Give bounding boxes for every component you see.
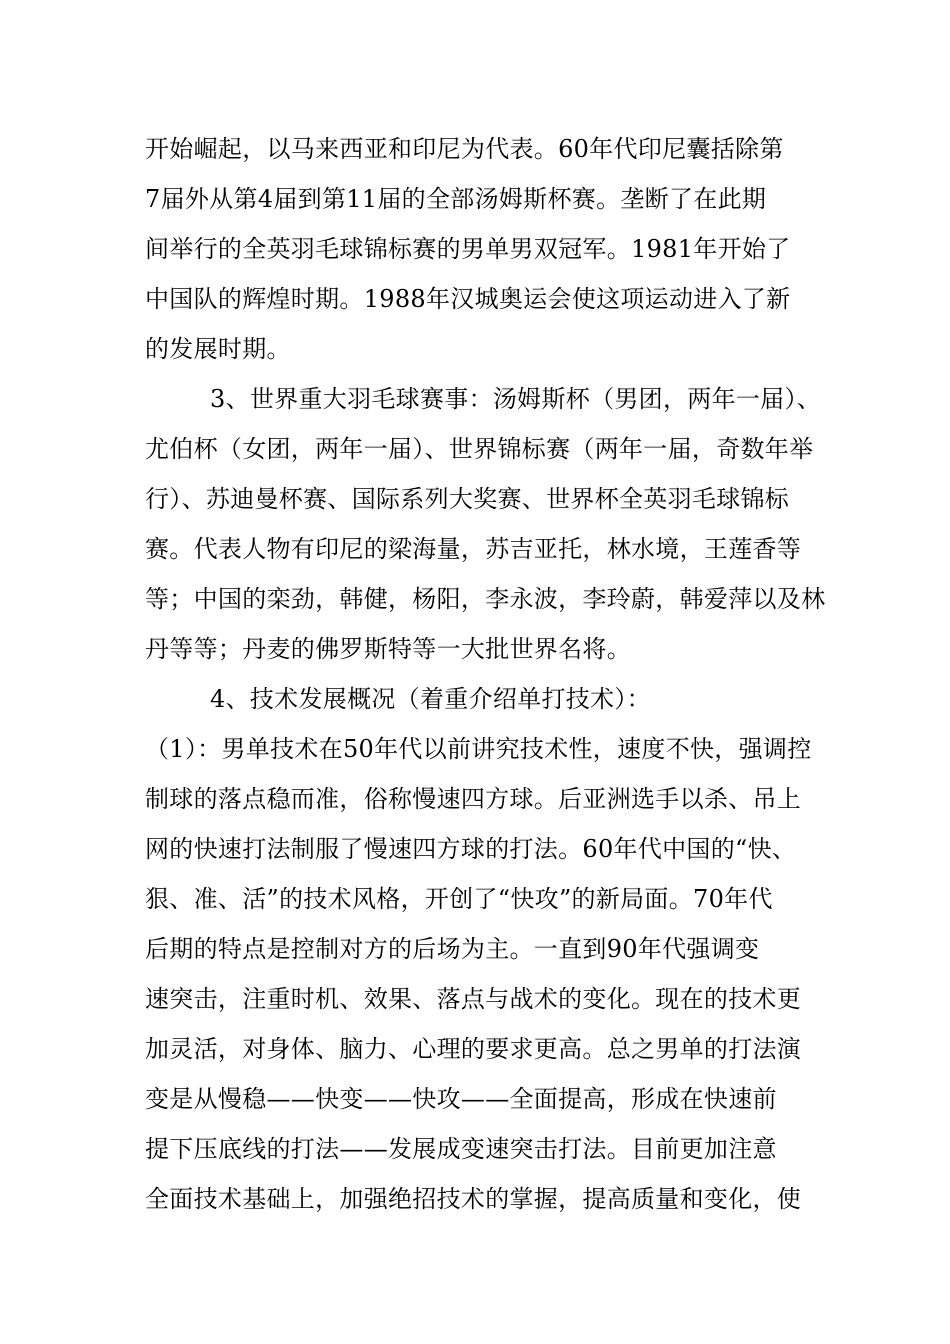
text-line-21: 提下压底线的打法——发展成变速突击打法。目前更加注意 [145, 1135, 777, 1163]
text-line-14: 制球的落点稳而准，俗称慢速四方球。后亚洲选手以杀、吊上 [145, 785, 802, 813]
text-line-10: 等；中国的栾劲，韩健，杨阳，李永波，李玲蔚，韩爱萍以及林 [145, 585, 826, 613]
text-line-5: 的发展时期。 [145, 335, 291, 363]
text-line-18: 速突击，注重时机、效果、落点与战术的变化。现在的技术更 [145, 985, 802, 1013]
text-line-17: 后期的特点是控制对方的后场为主。一直到90年代强调变 [145, 935, 760, 963]
text-line-13: （1）：男单技术在50年代以前讲究技术性，速度不快，强调控 [145, 735, 812, 763]
text-line-20: 变是从慢稳——快变——快攻——全面提高，形成在快速前 [145, 1085, 777, 1113]
text-line-16: 狠、准、活”的技术风格，开创了“快攻”的新局面。70年代 [145, 885, 773, 913]
section-heading-4: 4、技术发展概况（着重介绍单打技术）： [210, 685, 651, 713]
text-line-11: 丹等等；丹麦的佛罗斯特等一大批世界名将。 [145, 635, 631, 663]
text-line-3: 间举行的全英羽毛球锦标赛的男单男双冠军。1981年开始了 [145, 235, 791, 263]
text-line-15: 网的快速打法制服了慢速四方球的打法。60年代中国的“快、 [145, 835, 797, 863]
text-line-2: 7届外从第4届到第11届的全部汤姆斯杯赛。垄断了在此期 [145, 185, 767, 213]
text-line-8: 行）、苏迪曼杯赛、国际系列大奖赛、世界杯全英羽毛球锦标 [145, 485, 790, 513]
text-line-4: 中国队的辉煌时期。1988年汉城奥运会使这项运动进入了新 [145, 285, 791, 313]
section-heading-3: 3、世界重大羽毛球赛事：汤姆斯杯（男团，两年一届）、 [210, 385, 822, 413]
text-line-19: 加灵活，对身体、脑力、心理的要求更高。总之男单的打法演 [145, 1035, 802, 1063]
text-line-22: 全面技术基础上，加强绝招技术的掌握，提高质量和变化，使 [145, 1185, 802, 1213]
text-line-7: 尤伯杯（女团，两年一届）、世界锦标赛（两年一届，奇数年举 [145, 435, 814, 463]
text-line-1: 开始崛起，以马来西亚和印尼为代表。60年代印尼囊括除第 [145, 135, 784, 163]
text-line-9: 赛。代表人物有印尼的梁海量，苏吉亚托，林水境，王莲香等 [145, 535, 802, 563]
